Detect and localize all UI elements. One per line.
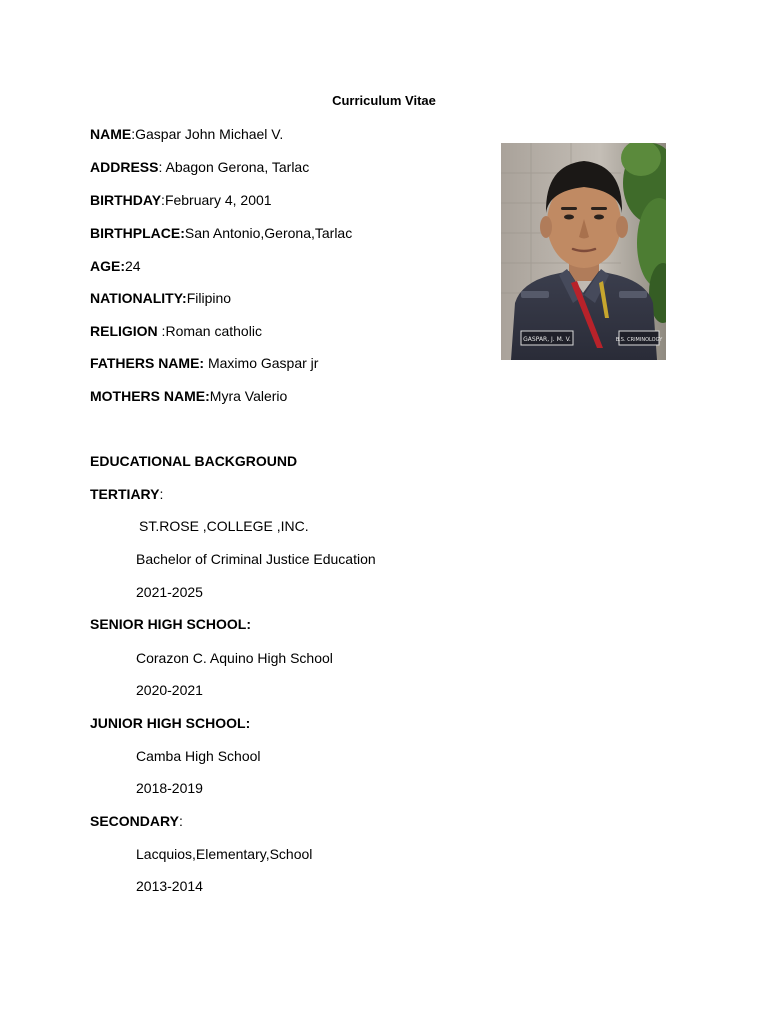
nationality-value: Filipino (186, 290, 232, 306)
religion-row (90, 323, 262, 339)
name-label: NAME (90, 126, 132, 142)
age-value: 24 (125, 258, 141, 274)
birthplace-label: BIRTHPLACE: (90, 225, 185, 241)
fathers-name-value: Maximo Gaspar jr (207, 355, 319, 371)
junior-high-years: 2018-2019 (136, 780, 203, 796)
senior-high-label: SENIOR HIGH SCHOOL: (90, 616, 252, 632)
senior-high-years: 2020-2021 (136, 682, 203, 698)
address-label: ADDRESS (90, 159, 159, 175)
birthday-sep: : (161, 192, 165, 208)
address-value: Abagon Gerona, Tarlac (165, 159, 310, 175)
secondary-years: 2013-2014 (136, 878, 203, 894)
secondary-row (90, 813, 183, 829)
page-title: Curriculum Vitae (332, 93, 436, 108)
birthplace-value: San Antonio,Gerona,Tarlac (184, 225, 353, 241)
age-label: AGE: (90, 258, 125, 274)
age-row (90, 258, 141, 274)
mothers-name-row (90, 388, 287, 404)
nationality-label: NATIONALITY: (90, 290, 187, 306)
fathers-name-label: FATHERS NAME: (90, 355, 205, 371)
junior-high-school: Camba High School (136, 748, 261, 764)
secondary-sep: : (178, 813, 183, 829)
secondary-school: Lacquios,Elementary,School (136, 846, 313, 862)
tertiary-school: ST.ROSE ,COLLEGE ,INC. (139, 518, 309, 534)
religion-label: RELIGION (90, 323, 158, 339)
name-sep: : (131, 126, 136, 142)
tertiary-years: 2021-2025 (136, 584, 203, 600)
photo-name-tag: GASPAR, J. M. V. (523, 336, 571, 343)
religion-value: Roman catholic (165, 323, 262, 339)
birthplace-row (90, 225, 352, 241)
tertiary-course: Bachelor of Criminal Justice Education (136, 551, 376, 567)
fathers-name-row (90, 355, 318, 371)
tertiary-row (90, 486, 163, 502)
name-value: Gaspar John Michael V. (135, 126, 284, 142)
tertiary-label: TERTIARY (90, 486, 160, 502)
mothers-name-label: MOTHERS NAME: (90, 388, 210, 404)
secondary-label: SECONDARY (90, 813, 179, 829)
senior-high-school: Corazon C. Aquino High School (136, 650, 333, 666)
birthday-row (90, 192, 272, 208)
birthday-value: February 4, 2001 (164, 192, 272, 208)
junior-high-label: JUNIOR HIGH SCHOOL: (90, 715, 251, 731)
address-row (90, 159, 309, 175)
address-sep: : (158, 159, 166, 175)
profile-photo (501, 143, 666, 360)
education-heading: EDUCATIONAL BACKGROUND (90, 453, 298, 469)
religion-sep: : (157, 323, 166, 339)
mothers-name-value: Myra Valerio (209, 388, 288, 404)
tertiary-sep: : (159, 486, 164, 502)
photo-badge-tag: B.S. CRIMINOLOGY (615, 337, 663, 343)
birthday-label: BIRTHDAY (90, 192, 162, 208)
name-row (90, 126, 283, 142)
nationality-row (90, 290, 231, 306)
